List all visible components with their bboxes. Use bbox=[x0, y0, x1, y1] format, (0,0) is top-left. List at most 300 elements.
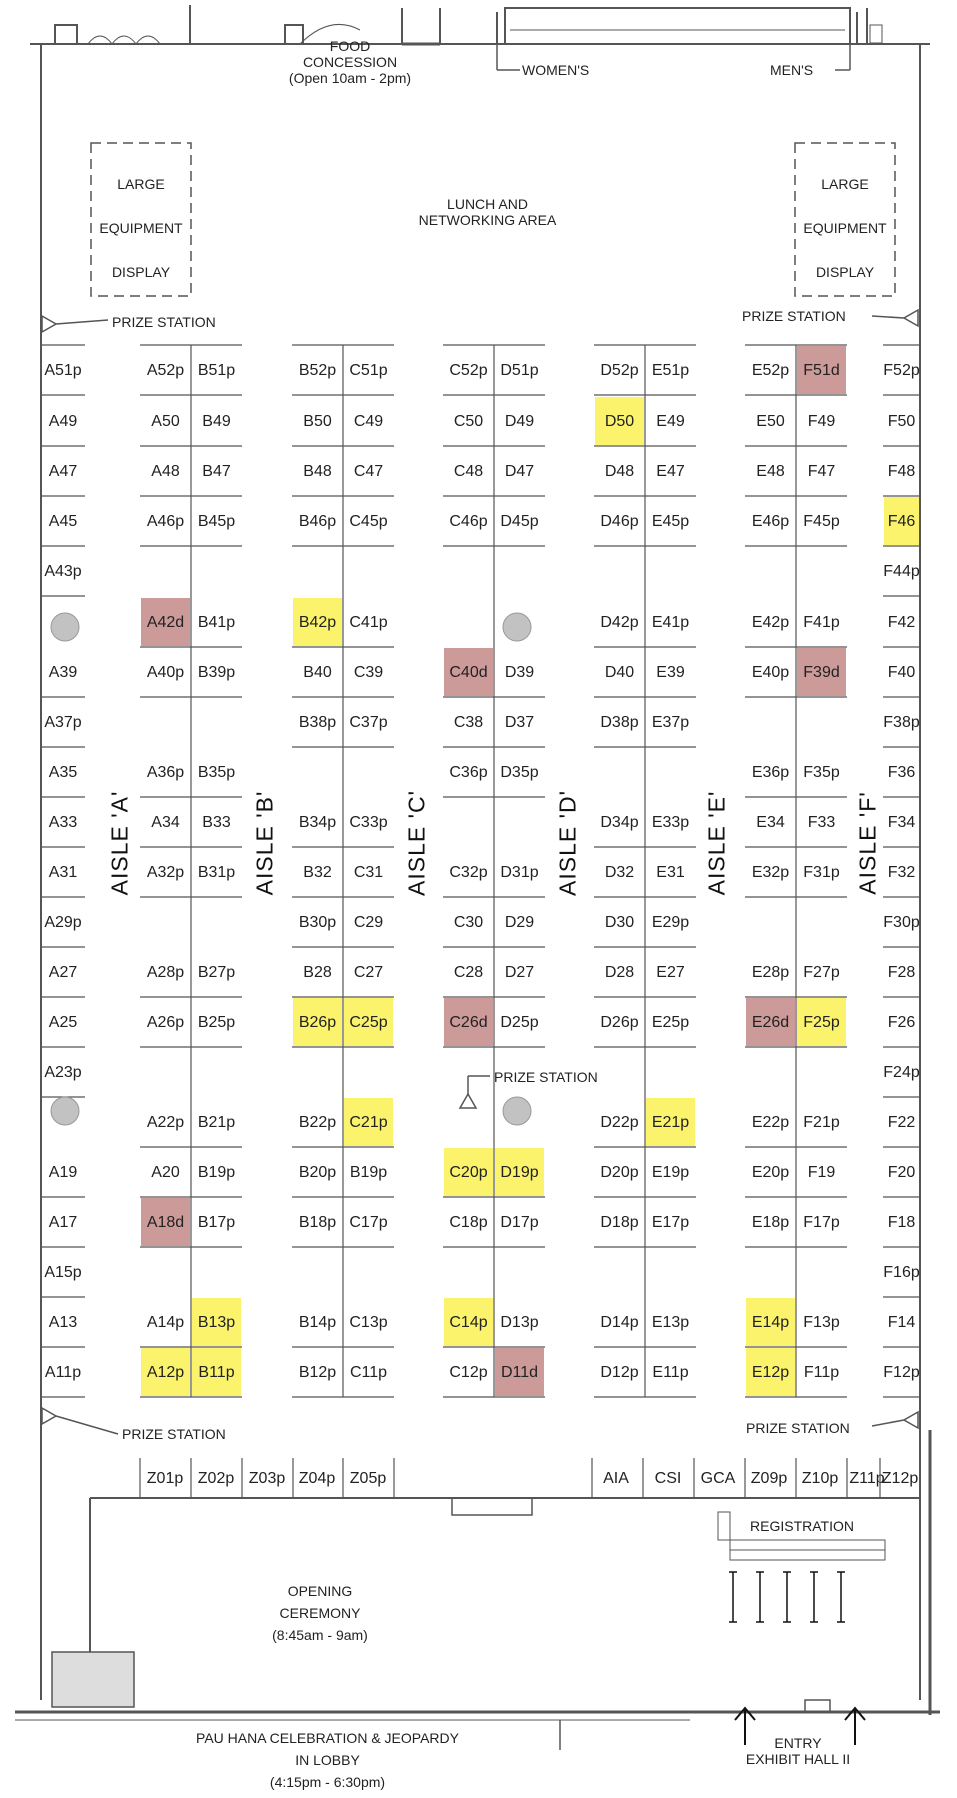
booth-Z10p bbox=[796, 1458, 838, 1498]
booth-C50 bbox=[443, 413, 494, 446]
booth-A23p bbox=[41, 1064, 85, 1097]
booth-D17p bbox=[494, 1214, 545, 1247]
booth-C46p bbox=[443, 513, 494, 546]
booth-F45p bbox=[796, 513, 847, 546]
booth-C47 bbox=[343, 463, 394, 496]
booth-D42p bbox=[594, 614, 645, 647]
booth-label: E25p bbox=[651, 1014, 690, 1031]
booth-A36p bbox=[140, 764, 191, 797]
booth-label: F48 bbox=[887, 463, 916, 480]
booth-label: F14 bbox=[887, 1314, 916, 1331]
prize-station-bottom-right: PRIZE STATION bbox=[746, 1420, 850, 1436]
booth-label: A18d bbox=[146, 1214, 185, 1231]
booth-label: C47 bbox=[353, 463, 384, 480]
large-equipment-left-line-3: DISPLAY bbox=[111, 264, 171, 280]
booth-label: A32p bbox=[146, 864, 185, 881]
prize-arrow bbox=[56, 320, 108, 324]
booth-label: D11d bbox=[500, 1364, 539, 1381]
booth-label: A42d bbox=[146, 614, 185, 631]
booth-label: A36p bbox=[146, 764, 185, 781]
booth-E36p bbox=[745, 764, 796, 797]
booth-label: D22p bbox=[600, 1114, 639, 1131]
booth-E28p bbox=[745, 964, 796, 997]
booth-label: B13p bbox=[197, 1314, 236, 1331]
prize-station-middle: PRIZE STATION bbox=[494, 1069, 598, 1085]
booth-B28 bbox=[292, 964, 343, 997]
booth-label: F17p bbox=[803, 1214, 840, 1231]
booth-label: A20 bbox=[151, 1164, 180, 1181]
booth-label: E32p bbox=[751, 864, 790, 881]
booth-B49 bbox=[191, 413, 242, 446]
booth-F19 bbox=[796, 1164, 847, 1197]
booth-label: B50 bbox=[303, 413, 332, 430]
booth-label: D12p bbox=[600, 1364, 639, 1381]
large-equipment-left-line-1: LARGE bbox=[117, 176, 165, 192]
booth-C33p bbox=[343, 814, 394, 847]
opening-hours: (8:45am - 9am) bbox=[272, 1627, 368, 1643]
booth-label: F20 bbox=[887, 1164, 916, 1181]
booth-A50 bbox=[140, 413, 191, 446]
booth-F35p bbox=[796, 764, 847, 797]
booth-label: B12p bbox=[298, 1364, 337, 1381]
booth-label: D50 bbox=[604, 413, 635, 430]
booth-C37p bbox=[343, 714, 394, 747]
booth-CSI bbox=[643, 1458, 681, 1498]
booth-label: Z05p bbox=[349, 1470, 387, 1487]
booth-label: A31 bbox=[48, 864, 78, 881]
booth-C29 bbox=[343, 914, 394, 947]
mens-restroom-label: MEN'S bbox=[770, 62, 814, 78]
booth-B32 bbox=[292, 864, 343, 897]
aisle-e-label: AISLE 'E' bbox=[703, 790, 730, 896]
booth-F46 bbox=[883, 497, 920, 546]
booth-label: D28 bbox=[604, 964, 635, 981]
booth-D52p bbox=[594, 362, 645, 395]
booth-label: Z02p bbox=[197, 1470, 235, 1487]
booth-label: E37p bbox=[651, 714, 690, 731]
booth-B51p bbox=[191, 362, 242, 395]
prize-triangle-top-left bbox=[42, 316, 56, 332]
booth-E52p bbox=[745, 362, 796, 395]
booth-D40 bbox=[594, 664, 645, 697]
booth-A47 bbox=[41, 463, 85, 496]
opening-ceremony-label bbox=[240, 1580, 400, 1646]
booth-C28 bbox=[443, 964, 494, 997]
booth-label: B46p bbox=[298, 513, 337, 530]
booth-F48 bbox=[883, 463, 920, 496]
booth-E25p bbox=[645, 1014, 696, 1047]
booth-label: A29p bbox=[44, 914, 82, 931]
booth-F40 bbox=[883, 664, 920, 697]
booth-label: E26d bbox=[751, 1014, 790, 1031]
booth-D29 bbox=[494, 914, 545, 947]
booth-label: E45p bbox=[651, 513, 690, 530]
booth-label: E28p bbox=[751, 964, 790, 981]
booth-label: Z11p bbox=[849, 1470, 885, 1487]
booth-label: A39 bbox=[48, 664, 78, 681]
booth-GCA bbox=[694, 1458, 736, 1498]
booth-A48 bbox=[140, 463, 191, 496]
booth-label: A34 bbox=[151, 814, 180, 831]
large-equipment-right-line-3: DISPLAY bbox=[815, 264, 875, 280]
booth-label: B34p bbox=[298, 814, 337, 831]
prize-station-bottom-left: PRIZE STATION bbox=[122, 1426, 226, 1442]
food-hours: (Open 10am - 2pm) bbox=[288, 70, 412, 86]
booth-label: C11p bbox=[349, 1364, 388, 1381]
booth-label: E14p bbox=[751, 1314, 790, 1331]
booth-B31p bbox=[191, 864, 242, 897]
booth-B47 bbox=[191, 463, 242, 496]
booth-label: F12p bbox=[883, 1364, 920, 1381]
booth-label: AIA bbox=[603, 1470, 629, 1487]
booth-B39p bbox=[191, 664, 242, 697]
booth-A32p bbox=[140, 864, 191, 897]
booth-F30p bbox=[883, 914, 920, 947]
booth-label: A46p bbox=[146, 513, 185, 530]
booth-B14p bbox=[292, 1314, 343, 1347]
booth-label: B11p bbox=[198, 1364, 235, 1381]
booth-label: B51p bbox=[197, 362, 236, 379]
booth-E21p bbox=[645, 1098, 696, 1147]
booth-label: D46p bbox=[600, 513, 639, 530]
top-left-door bbox=[55, 25, 77, 44]
booth-label: Z01p bbox=[146, 1470, 184, 1487]
booth-label: C46p bbox=[449, 513, 488, 530]
booth-C30 bbox=[443, 914, 494, 947]
prize-station-top-left: PRIZE STATION bbox=[112, 314, 216, 330]
booth-label: C21p bbox=[349, 1114, 388, 1131]
pau-hana-line-2: IN LOBBY bbox=[295, 1752, 360, 1768]
booth-label: F27p bbox=[803, 964, 840, 981]
booth-D25p bbox=[494, 1014, 545, 1047]
booth-label: E40p bbox=[751, 664, 790, 681]
booth-F21p bbox=[796, 1114, 847, 1147]
booth-D45p bbox=[494, 513, 545, 546]
booth-D31p bbox=[494, 864, 545, 897]
booth-D34p bbox=[594, 814, 645, 847]
booth-label: D39 bbox=[504, 664, 535, 681]
booth-label: E39 bbox=[656, 664, 685, 681]
booth-F14 bbox=[883, 1314, 920, 1347]
large-equipment-left-line-2: EQUIPMENT bbox=[99, 220, 183, 236]
booth-label: C28 bbox=[453, 964, 484, 981]
entry-line-1: ENTRY bbox=[774, 1735, 822, 1751]
booth-A49 bbox=[41, 413, 85, 446]
large-equipment-right-line-2: EQUIPMENT bbox=[803, 220, 887, 236]
booth-D11d bbox=[494, 1348, 545, 1397]
booth-label: E20p bbox=[751, 1164, 790, 1181]
large-equipment-left-label bbox=[91, 162, 191, 294]
booth-A25 bbox=[41, 1014, 85, 1047]
prize-arrow bbox=[56, 1416, 118, 1434]
booth-A46p bbox=[140, 513, 191, 546]
booth-label: Z04p bbox=[298, 1470, 336, 1487]
lunch-line-1: LUNCH AND bbox=[447, 196, 528, 212]
booth-E26d bbox=[745, 998, 796, 1047]
booth-B25p bbox=[191, 1014, 242, 1047]
pau-hana-line-1: PAU HANA CELEBRATION & JEOPARDY bbox=[196, 1730, 459, 1746]
womens-restroom-label: WOMEN'S bbox=[522, 62, 590, 78]
booth-label: GCA bbox=[700, 1470, 736, 1487]
booth-E40p bbox=[745, 664, 796, 697]
large-equipment-right-line-1: LARGE bbox=[821, 176, 869, 192]
booth-label: D13p bbox=[500, 1314, 539, 1331]
booth-A43p bbox=[41, 563, 85, 596]
booth-E22p bbox=[745, 1114, 796, 1147]
booth-label: E27 bbox=[656, 964, 685, 981]
booth-F28 bbox=[883, 964, 920, 997]
booth-label: C12p bbox=[449, 1364, 488, 1381]
booth-label: Z09p bbox=[750, 1470, 788, 1487]
booth-E49 bbox=[645, 413, 696, 446]
booth-B30p bbox=[292, 914, 343, 947]
booth-E45p bbox=[645, 513, 696, 546]
entry-line-2: EXHIBIT HALL II bbox=[745, 1751, 851, 1767]
booth-B13p bbox=[191, 1298, 242, 1347]
booth-F49 bbox=[796, 413, 847, 446]
booth-F34 bbox=[883, 814, 920, 847]
booth-A29p bbox=[41, 914, 85, 947]
booth-label: E12p bbox=[751, 1364, 790, 1381]
booth-D30 bbox=[594, 914, 645, 947]
booth-label: F44p bbox=[883, 563, 920, 580]
booth-B17p bbox=[191, 1214, 242, 1247]
booth-A28p bbox=[140, 964, 191, 997]
booth-D22p bbox=[594, 1114, 645, 1147]
booth-C13p bbox=[343, 1314, 394, 1347]
booth-label: F45p bbox=[803, 513, 840, 530]
booth-label: E21p bbox=[651, 1114, 690, 1131]
booth-D48 bbox=[594, 463, 645, 496]
booth-B46p bbox=[292, 513, 343, 546]
booth-F50 bbox=[883, 413, 920, 446]
booth-label: B28 bbox=[303, 964, 332, 981]
booth-label: C33p bbox=[349, 814, 388, 831]
booth-label: A47 bbox=[48, 463, 78, 480]
booth-label: F46 bbox=[887, 513, 916, 530]
booth-A42d bbox=[140, 598, 191, 647]
booth-label: D34p bbox=[600, 814, 639, 831]
booth-label: F36 bbox=[887, 764, 916, 781]
gray-circle-marker bbox=[503, 613, 531, 641]
booth-label: B22p bbox=[298, 1114, 337, 1131]
booth-label: F38p bbox=[883, 714, 920, 731]
booth-label: D31p bbox=[500, 864, 539, 881]
booth-label: F31p bbox=[803, 864, 840, 881]
booth-F52p bbox=[883, 362, 920, 395]
booth-label: C37p bbox=[349, 714, 388, 731]
booth-label: D38p bbox=[600, 714, 639, 731]
booth-B18p bbox=[292, 1214, 343, 1247]
booth-E32p bbox=[745, 864, 796, 897]
booth-B33 bbox=[191, 814, 242, 847]
booth-F47 bbox=[796, 463, 847, 496]
booth-label: D27 bbox=[504, 964, 535, 981]
booth-label: B21p bbox=[197, 1114, 236, 1131]
booth-label: F11p bbox=[803, 1364, 840, 1381]
booth-C48 bbox=[443, 463, 494, 496]
booth-label: C45p bbox=[349, 513, 388, 530]
booth-label: B27p bbox=[197, 964, 236, 981]
booth-C11p bbox=[343, 1364, 394, 1397]
booth-B45p bbox=[191, 513, 242, 546]
booth-label: A52p bbox=[146, 362, 185, 379]
booth-label: E13p bbox=[651, 1314, 690, 1331]
booth-label: B25p bbox=[197, 1014, 236, 1031]
booth-F38p bbox=[883, 714, 920, 747]
booth-F36 bbox=[883, 764, 920, 797]
booth-label: B31p bbox=[197, 864, 236, 881]
booth-A15p bbox=[41, 1264, 85, 1297]
booth-label: A15p bbox=[44, 1264, 82, 1281]
booth-C21p bbox=[343, 1098, 394, 1147]
booth-D18p bbox=[594, 1214, 645, 1247]
booth-C36p bbox=[443, 764, 494, 797]
booth-Z04p bbox=[299, 1458, 343, 1498]
booth-label: B40 bbox=[303, 664, 332, 681]
booth-label: C40d bbox=[449, 664, 488, 681]
booth-E47 bbox=[645, 463, 696, 496]
booth-E18p bbox=[745, 1214, 796, 1247]
booth-label: E31 bbox=[656, 864, 685, 881]
booth-A13 bbox=[41, 1314, 85, 1347]
booth-label: C39 bbox=[353, 664, 384, 681]
booth-label: B41p bbox=[197, 614, 236, 631]
booth-label: A28p bbox=[146, 964, 185, 981]
booth-D14p bbox=[594, 1314, 645, 1347]
booth-label: A12p bbox=[146, 1364, 185, 1381]
booth-label: D48 bbox=[604, 463, 635, 480]
booth-C12p bbox=[443, 1364, 494, 1397]
booth-label: F32 bbox=[887, 864, 916, 881]
booth-F32 bbox=[883, 864, 920, 897]
booth-A39 bbox=[41, 664, 85, 697]
booth-label: C41p bbox=[349, 614, 388, 631]
booth-label: F47 bbox=[807, 463, 836, 480]
booth-E33p bbox=[645, 814, 696, 847]
booth-A18d bbox=[140, 1198, 191, 1247]
booth-label: C38 bbox=[453, 714, 484, 731]
booth-label: B19p bbox=[349, 1164, 388, 1181]
booth-label: F40 bbox=[887, 664, 916, 681]
booth-label: B39p bbox=[197, 664, 236, 681]
booth-label: D18p bbox=[600, 1214, 639, 1231]
booth-F39d bbox=[796, 648, 847, 697]
booth-label: B14p bbox=[298, 1314, 337, 1331]
booth-F41p bbox=[796, 614, 847, 647]
booth-label: D19p bbox=[500, 1164, 539, 1181]
booth-label: F33 bbox=[807, 814, 836, 831]
booth-label: F51d bbox=[803, 362, 840, 379]
booth-F24p bbox=[883, 1064, 920, 1097]
booth-C38 bbox=[443, 714, 494, 747]
booth-A37p bbox=[41, 714, 85, 747]
booth-label: C36p bbox=[449, 764, 488, 781]
booth-label: D32 bbox=[604, 864, 635, 881]
booth-label: F18 bbox=[887, 1214, 916, 1231]
booth-label: F41p bbox=[803, 614, 840, 631]
booth-D51p bbox=[494, 362, 545, 395]
booth-label: F30p bbox=[883, 914, 920, 931]
booth-E48 bbox=[745, 463, 796, 496]
booth-D20p bbox=[594, 1164, 645, 1197]
booth-label: F49 bbox=[807, 413, 836, 430]
booth-label: C25p bbox=[349, 1014, 388, 1031]
booth-D26p bbox=[594, 1014, 645, 1047]
booth-B27p bbox=[191, 964, 242, 997]
booth-D49 bbox=[494, 413, 545, 446]
booth-label: A51p bbox=[44, 362, 82, 379]
booth-A51p bbox=[41, 362, 85, 395]
booth-Z02p bbox=[198, 1458, 242, 1498]
entry-label bbox=[738, 1735, 858, 1767]
food-concession-label bbox=[270, 38, 430, 86]
booth-label: A35 bbox=[48, 764, 78, 781]
booth-label: F34 bbox=[887, 814, 916, 831]
prize-arrow bbox=[872, 316, 904, 318]
booth-B52p bbox=[292, 362, 343, 395]
booth-label: D25p bbox=[500, 1014, 539, 1031]
gray-circle-marker bbox=[51, 613, 79, 641]
booth-AIA bbox=[592, 1458, 629, 1498]
booth-A34 bbox=[140, 814, 191, 847]
booth-label: E50 bbox=[756, 413, 785, 430]
booth-F20 bbox=[883, 1164, 920, 1197]
booth-E42p bbox=[745, 614, 796, 647]
booth-B20p bbox=[292, 1164, 343, 1197]
booth-label: C20p bbox=[449, 1164, 488, 1181]
booth-B22p bbox=[292, 1114, 343, 1147]
booth-label: B18p bbox=[298, 1214, 337, 1231]
booth-E20p bbox=[745, 1164, 796, 1197]
booth-C26d bbox=[443, 998, 494, 1047]
booth-label: B38p bbox=[298, 714, 337, 731]
booth-label: B20p bbox=[298, 1164, 337, 1181]
booth-label: C14p bbox=[449, 1314, 488, 1331]
booth-label: C26d bbox=[449, 1014, 488, 1031]
booth-label: A43p bbox=[44, 563, 82, 580]
booth-label: A50 bbox=[151, 413, 180, 430]
booth-F33 bbox=[796, 814, 847, 847]
food-line-1: FOOD bbox=[329, 38, 371, 54]
booth-B12p bbox=[292, 1364, 343, 1397]
booth-label: C18p bbox=[449, 1214, 488, 1231]
booth-label: F25p bbox=[803, 1014, 840, 1031]
booth-B19p bbox=[343, 1164, 394, 1197]
booth-C40d bbox=[443, 648, 494, 697]
booth-C52p bbox=[443, 362, 494, 395]
booth-label: C51p bbox=[349, 362, 388, 379]
booth-label: B19p bbox=[197, 1164, 236, 1181]
booth-label: Z03p bbox=[248, 1470, 286, 1487]
booth-E37p bbox=[645, 714, 696, 747]
booth-label: B49 bbox=[202, 413, 231, 430]
prize-triangle-top-right bbox=[904, 310, 918, 326]
booth-A31 bbox=[41, 864, 85, 897]
pau-hana-hours: (4:15pm - 6:30pm) bbox=[269, 1774, 386, 1790]
booth-label: E41p bbox=[651, 614, 690, 631]
booth-label: A14p bbox=[146, 1314, 185, 1331]
booth-E11p bbox=[645, 1364, 696, 1397]
booth-C41p bbox=[343, 614, 394, 647]
booth-label: CSI bbox=[654, 1470, 682, 1487]
booth-label: D40 bbox=[604, 664, 635, 681]
booth-label: A26p bbox=[146, 1014, 185, 1031]
lunch-networking-label bbox=[390, 196, 585, 228]
booth-label: E33p bbox=[651, 814, 690, 831]
booth-C49 bbox=[343, 413, 394, 446]
aisle-d-label: AISLE 'D' bbox=[554, 790, 581, 896]
